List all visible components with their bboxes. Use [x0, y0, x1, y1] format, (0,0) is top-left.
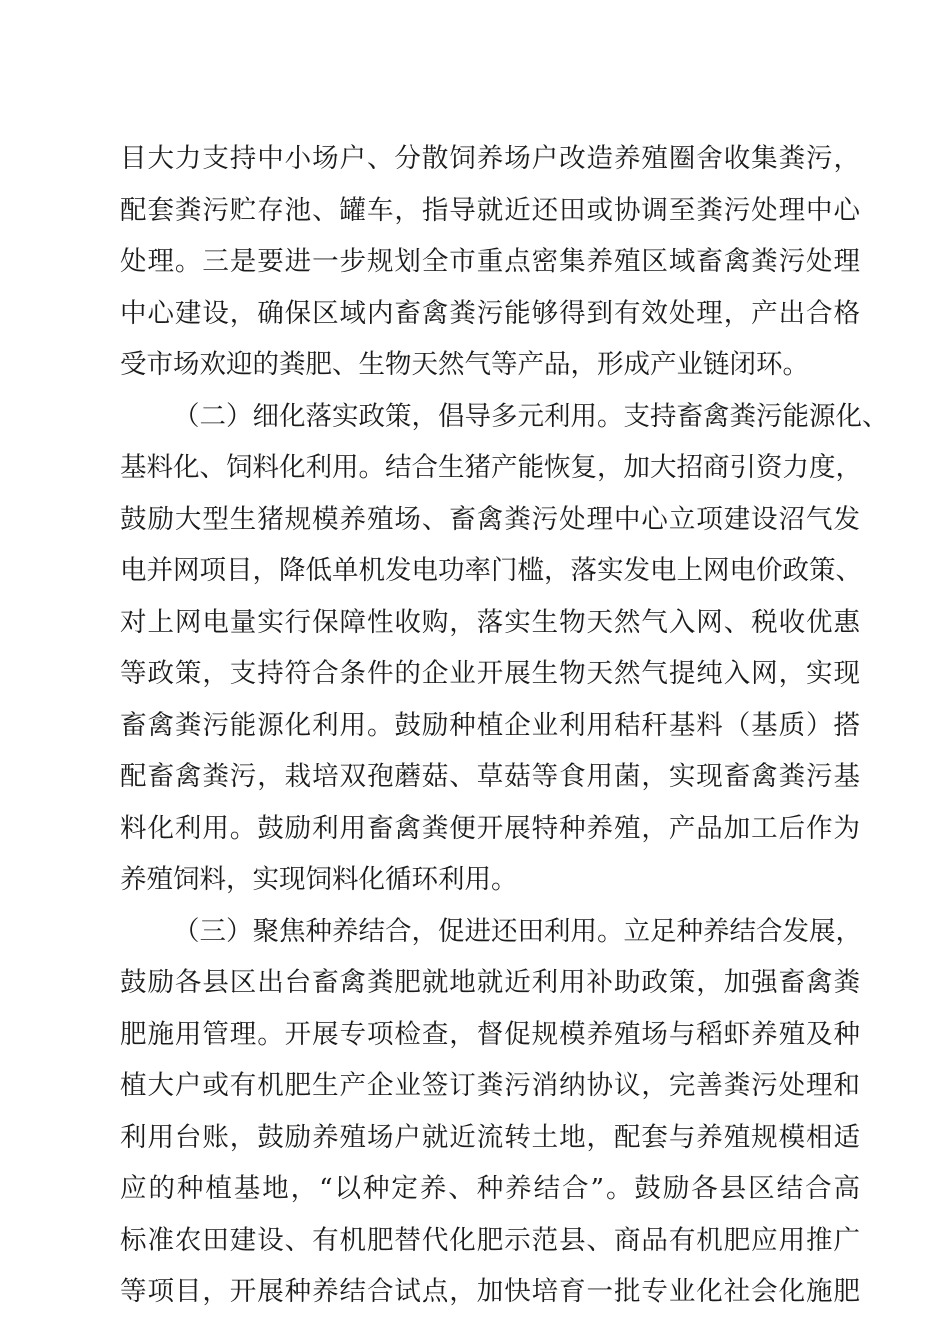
text-line: 肥施用管理。开展专项检查，督促规模养殖场与稻虾养殖及种 [120, 1018, 860, 1050]
text-line: 植大户或有机肥生产企业签订粪污消纳协议，完善粪污处理和 [120, 1070, 860, 1101]
text-line: 养殖饲料，实现饲料化循环利用。 [120, 864, 518, 895]
text-line: 鼓励大型生猪规模养殖场、畜禽粪污处理中心立项建设沼气发 [120, 503, 860, 535]
text-line: （二）细化落实政策，倡导多元利用。支持畜禽粪污能源化、 [173, 400, 889, 432]
text-line: 目大力支持中小场户、分散饲养场户改造养殖圈舍收集粪污， [120, 143, 860, 174]
text-line: 电并网项目，降低单机发电功率门槛，落实发电上网电价政策、 [120, 555, 862, 586]
document-body [120, 133, 889, 1318]
text-line: 受市场欢迎的粪肥、生物天然气等产品，形成产业链闭环。 [120, 349, 809, 380]
text-line: 鼓励各县区出台畜禽粪肥就地就近利用补助政策，加强畜禽粪 [120, 967, 860, 998]
text-line: 中心建设，确保区域内畜禽粪污能够得到有效处理，产出合格 [120, 297, 860, 329]
text-line: 对上网电量实行保障性收购，落实生物天然气入网、税收优惠 [120, 606, 860, 638]
text-line: 配套粪污贮存池、罐车，指导就近还田或协调至粪污处理中心 [120, 194, 860, 226]
text-line: 等政策，支持符合条件的企业开展生物天然气提纯入网，实现 [120, 658, 860, 689]
text-line: 应的种植基地，“以种定养、种养结合”。鼓励各县区结合高 [120, 1173, 860, 1204]
text-line: 配畜禽粪污，栽培双孢蘑菇、草菇等食用菌，实现畜禽粪污基 [120, 761, 860, 792]
text-line: 基料化、饲料化利用。结合生猪产能恢复，加大招商引资力度， [120, 452, 862, 483]
text-line: 料化利用。鼓励利用畜禽粪便开展特种养殖，产品加工后作为 [120, 812, 860, 844]
text-line: 等项目，开展种养结合试点，加快培育一批专业化社会化施肥 [120, 1276, 860, 1307]
text-line: （三）聚焦种养结合，促进还田利用。立足种养结合发展， [173, 915, 862, 947]
text-line: 利用台账，鼓励养殖场户就近流转土地，配套与养殖规模相适 [120, 1121, 860, 1153]
text-line: 标准农田建设、有机肥替代化肥示范县、商品有机肥应用推广 [120, 1224, 860, 1256]
text-line: 畜禽粪污能源化利用。鼓励种植企业利用秸秆基料（基质）搭 [120, 709, 860, 741]
text-line: 处理。三是要进一步规划全市重点密集养殖区域畜禽粪污处理 [120, 246, 860, 277]
